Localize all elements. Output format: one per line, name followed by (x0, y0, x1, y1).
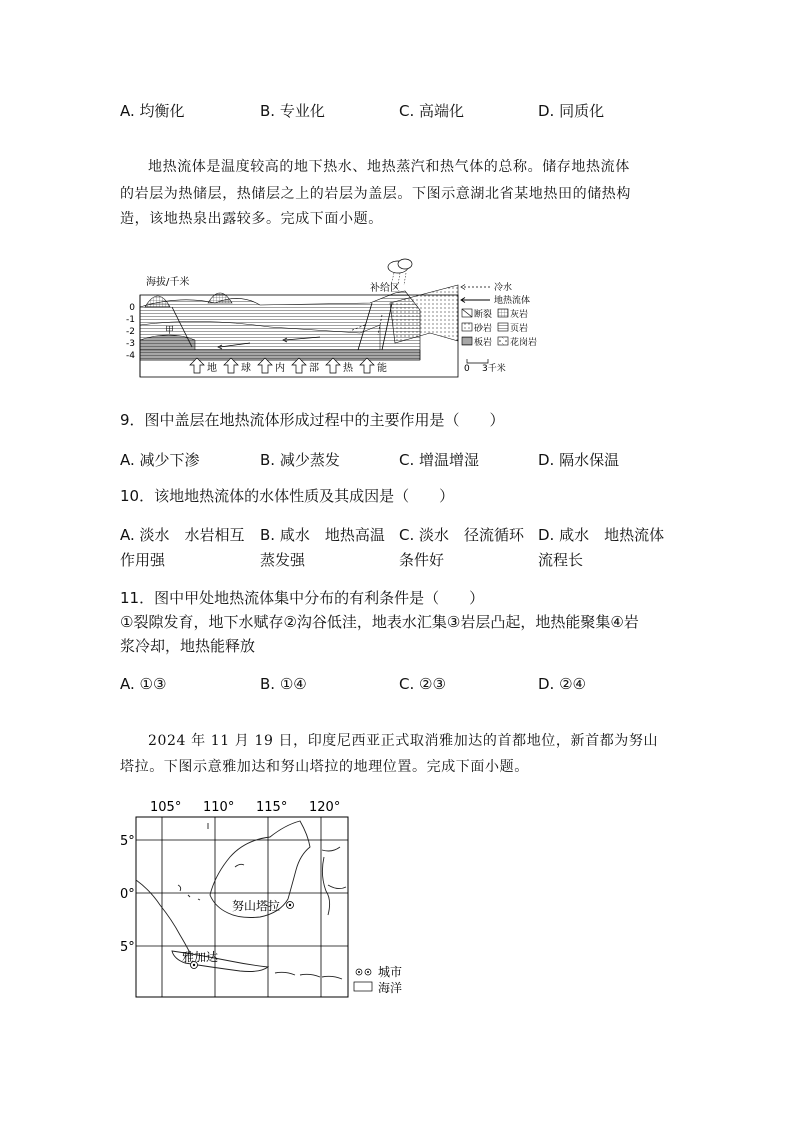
q10-option-d-line1: D. 咸水 地热流体 (538, 526, 665, 544)
y-tick-4: -4 (126, 351, 135, 361)
q11-option-b: B. ①④ (260, 675, 307, 693)
legend-geothermal-fluid: 地热流体 (494, 296, 531, 306)
heat-text-3: 部 (309, 363, 319, 374)
city-jakarta-label: 雅加达 (182, 950, 219, 964)
q10-option-c-line1: C. 淡水 径流循环 (399, 526, 525, 544)
legend-granite: 花岗岩 (510, 338, 538, 348)
geothermal-cross-section-figure (120, 255, 560, 380)
lon-label-120: 120° (309, 800, 341, 815)
q10-option-a-line1: A. 淡水 水岩相互 (120, 526, 245, 544)
heat-text-5: 能 (377, 363, 387, 374)
q10-option-c-line2: 条件好 (399, 551, 445, 569)
heat-text-0: 地 (207, 363, 217, 374)
legend-ocean-swatch (354, 982, 372, 991)
q8-option-b: B. 专业化 (260, 102, 325, 120)
passage2-line2: 塔拉。下图示意雅加达和努山塔拉的地理位置。完成下面小题。 (120, 759, 529, 775)
legend-ocean-label: 海洋 (378, 981, 403, 995)
q10-option-b-line2: 蒸发强 (260, 551, 306, 569)
q11-option-d: D. ②④ (538, 675, 586, 693)
y-tick-1: -1 (126, 315, 135, 325)
q11-option-a: A. ①③ (120, 675, 167, 693)
legend-sandstone: 砂岩 (474, 324, 493, 334)
legend-city-icon (356, 969, 371, 975)
city-nusantara-marker (287, 902, 294, 909)
q9-option-d: D. 隔水保温 (538, 451, 620, 469)
lon-label-115: 115° (256, 800, 288, 815)
q8-option-a: A. 均衡化 (120, 102, 185, 120)
scale-zero: 0 (464, 364, 470, 374)
q11-statements-line2: 浆冷却，地热能释放 (120, 637, 256, 655)
q9-stem: 9．图中盖层在地热流体形成过程中的主要作用是（ ） (120, 411, 505, 429)
heat-text-1: 球 (241, 363, 251, 374)
passage1-line3: 造，该地热泉出露较多。完成下面小题。 (120, 211, 383, 227)
legend-slate: 板岩 (474, 338, 493, 348)
q10-option-b-line1: B. 咸水 地热高温 (260, 526, 385, 544)
legend-cold-water: 冷水 (494, 283, 513, 293)
heat-text-2: 内 (275, 363, 285, 374)
lat-label-5n: 5° (120, 834, 135, 849)
indonesia-location-map (110, 795, 430, 1000)
cloud-icon (388, 259, 412, 285)
q11-stem: 11．图中甲处地热流体集中分布的有利条件是（ ） (120, 589, 485, 607)
jia-label: 甲 (165, 326, 175, 336)
legend-fault: 断裂 (474, 310, 493, 320)
passage2-line1: 2024 年 11 月 19 日，印度尼西亚正式取消雅加达的首都地位，新首都为努山 (148, 733, 659, 749)
q8-option-c: C. 高端化 (399, 102, 465, 120)
lat-label-0: 0° (120, 887, 135, 902)
y-tick-2: -2 (126, 327, 135, 337)
q9-option-a: A. 减少下渗 (120, 451, 200, 469)
scale-end: 3千米 (482, 364, 506, 374)
passage1-line2: 的岩层为热储层，热储层之上的岩层为盖层。下图示意湖北省某地热田的储热构 (120, 186, 631, 202)
city-nusantara-label: 努山塔拉 (232, 899, 281, 913)
passage1-line1: 地热流体是温度较高的地下热水、地热蒸汽和热气体的总称。储存地热流体 (148, 159, 630, 175)
heat-text-4: 热 (343, 363, 353, 374)
q9-option-c: C. 增温增湿 (399, 451, 480, 469)
recharge-area-label: 补给区 (370, 283, 400, 294)
q11-option-c: C. ②③ (399, 675, 446, 693)
q10-option-a-line2: 作用强 (120, 551, 166, 569)
legend-limestone: 灰岩 (510, 310, 529, 320)
q10-option-d-line2: 流程长 (538, 551, 584, 569)
y-axis-label: 海拔/千米 (146, 277, 190, 288)
q10-stem: 10．该地地热流体的水体性质及其成因是（ ） (120, 487, 455, 505)
y-tick-0: 0 (129, 303, 135, 313)
lon-label-110: 110° (203, 800, 235, 815)
lon-label-105: 105° (150, 800, 182, 815)
lat-label-5s: 5° (120, 940, 135, 955)
q9-option-b: B. 减少蒸发 (260, 451, 340, 469)
legend-shale: 页岩 (510, 324, 529, 334)
y-tick-3: -3 (126, 339, 135, 349)
legend-city-label: 城市 (378, 965, 403, 979)
q8-option-d: D. 同质化 (538, 102, 605, 120)
q11-statements-line1: ①裂隙发育，地下水赋存②沟谷低洼，地表水汇集③岩层凸起，地热能聚集④岩 (120, 613, 639, 631)
